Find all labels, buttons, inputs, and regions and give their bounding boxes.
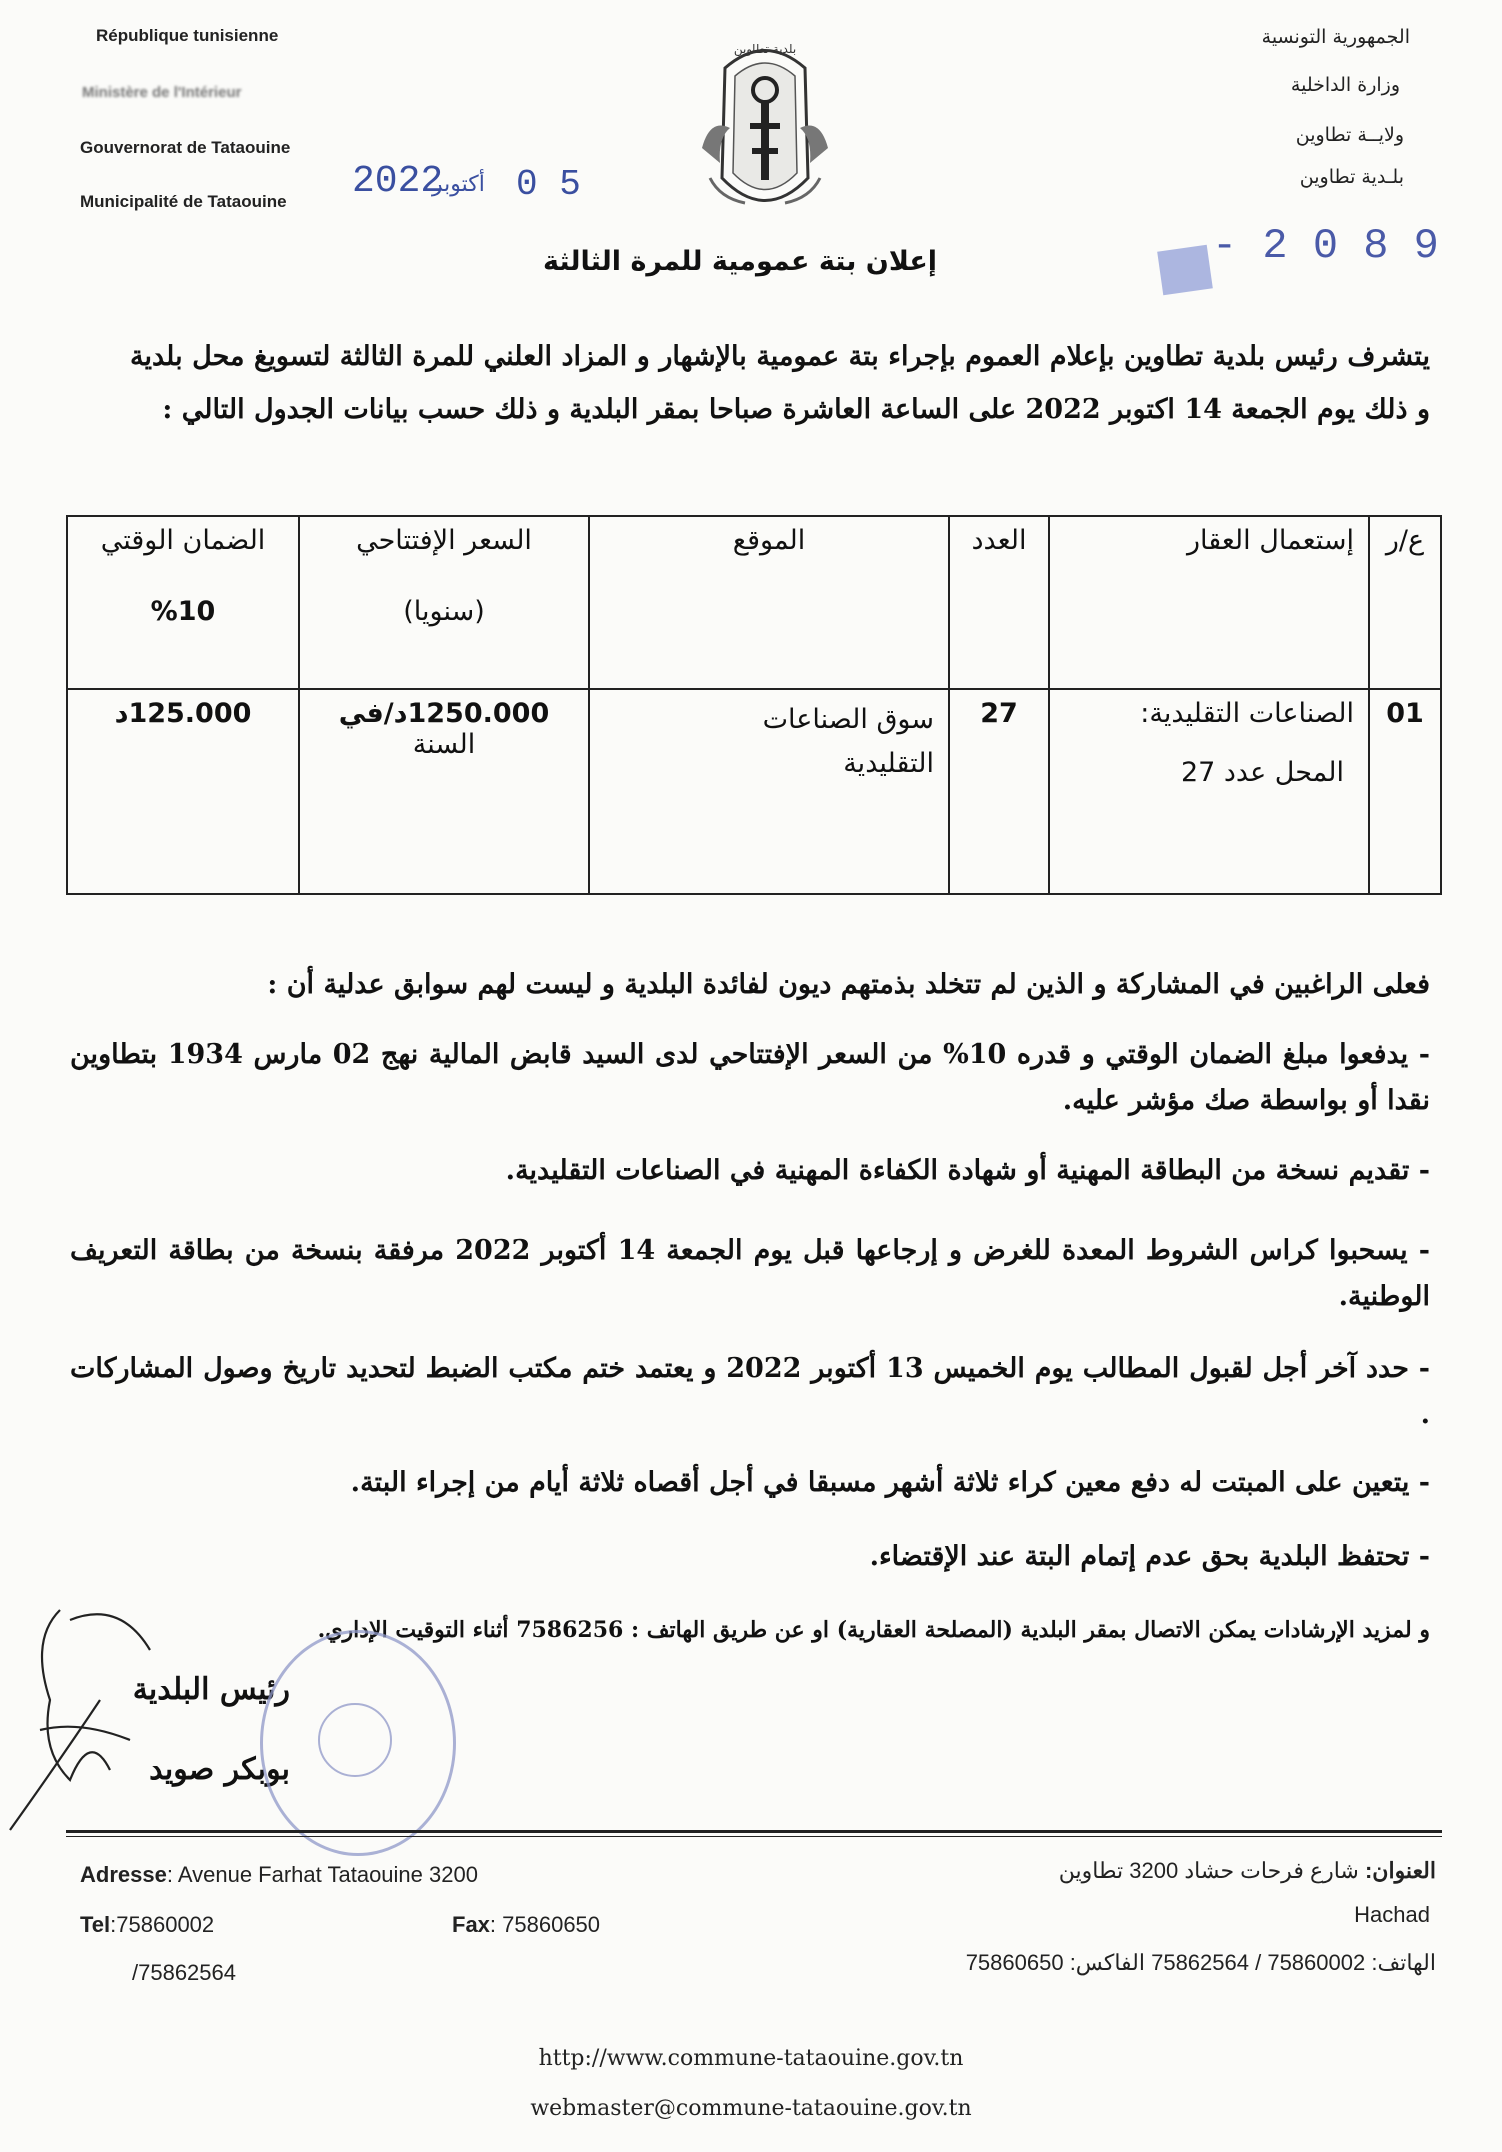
date-stamp-month: أكتوبر xyxy=(432,172,485,197)
footer-address-label: Adresse xyxy=(80,1862,167,1887)
footer-ar-address-label: العنوان: xyxy=(1364,1858,1436,1883)
footer-fax-value: : 75860650 xyxy=(489,1912,601,1937)
footer-website-link[interactable]: http://www.commune-tataouine.gov.tn xyxy=(538,2046,964,2071)
contact-note: و لمزيد الإرشادات يمكن الاتصال بمقر البلدية (المصلحة العقارية) او عن طريق الهاتف : 7586256 أثناء التوقيت الإداري. xyxy=(317,1617,1430,1643)
footer-tel-label: Tel xyxy=(80,1912,111,1937)
th-guarantee-sub: %10 xyxy=(150,596,216,627)
footer-ar-phone: الهاتف: 75860002 / 75862564 الفاكس: 75860650 xyxy=(965,1950,1436,1975)
th-price-label: السعر الإفتتاحي xyxy=(356,525,532,556)
footer-ar-address-extra: Hachad xyxy=(1354,1902,1430,1927)
conditions-intro: فعلى الراغبين في المشاركة و الذين لم تتخلد بذمتهم ديون لفائدة البلدية و ليست لهم سوابق عدلية أن : xyxy=(267,969,1430,1000)
auction-table xyxy=(66,515,1442,895)
header-ar-governorate: ولايــة تطاوين xyxy=(1295,124,1404,146)
header-fr-governorate: Gouvernorat de Tataouine xyxy=(80,138,291,157)
th-location: الموقع xyxy=(589,516,949,689)
condition-item-6: - تحتفظ البلدية بحق عدم إتمام البتة عند الإقتضاء. xyxy=(869,1541,1430,1572)
header-fr-ministry: Ministère de l'Intérieur xyxy=(82,84,242,101)
registration-stamp-mark xyxy=(1157,245,1213,296)
footer-divider xyxy=(66,1830,1442,1833)
condition-item-5: - يتعين على المبتت له دفع معين كراء ثلاثة أشهر مسبقا في أجل أقصاه ثلاثة أيام من إجراء البتة. xyxy=(350,1467,1430,1498)
seal-inner-emblem xyxy=(318,1703,392,1777)
footer-ar-address-value: شارع فرحات حشاد 3200 تطاوين xyxy=(1058,1858,1359,1883)
footer-ar-address xyxy=(1059,1858,1436,1884)
td-usage xyxy=(1049,689,1369,894)
header-fr-municipality: Municipalité de Tataouine xyxy=(80,192,287,211)
th-price xyxy=(299,516,589,689)
registration-number: - 2 0 8 9 xyxy=(1212,222,1439,270)
td-price-line-1: 1250.000د/في xyxy=(338,698,550,729)
signature-title: رئيس البلدية xyxy=(132,1672,290,1707)
header-fr-republic: République tunisienne xyxy=(96,26,279,45)
intro-paragraph: يتشرف رئيس بلدية تطاوين بإعلام العموم بإجراء بتة عمومية بالإشهار و المزاد العلني للمرة الثالثة لتسويغ محل بلدية و ذلك يوم الجمعة 14 اكتوبر 2022 على الساعة العاشرة صباحا بمقر البلدية و ذلك حسب بيانات الجدول التالي : xyxy=(130,341,1430,425)
official-seal xyxy=(260,1630,456,1856)
td-num: 01 xyxy=(1369,689,1441,894)
footer-email-link[interactable]: webmaster@commune-tataouine.gov.tn xyxy=(530,2096,972,2121)
footer-divider-thin xyxy=(66,1836,1442,1837)
handwritten-signature xyxy=(0,1580,200,1840)
condition-item-3: - يسحبوا كراس الشروط المعدة للغرض و إرجاعها قبل يوم الجمعة 14 أكتوبر 2022 مرفقة بنسخة من بطاقة التعريف الوطنية. xyxy=(70,1235,1430,1312)
th-guarantee xyxy=(67,516,299,689)
municipality-logo xyxy=(690,28,840,228)
footer-tel xyxy=(80,1912,214,1938)
date-stamp-day: 0 5 xyxy=(516,164,581,205)
td-usage-line-2: المحل عدد 27 xyxy=(1180,757,1344,788)
header-ar-republic: الجمهورية التونسية xyxy=(1261,26,1410,48)
condition-item-1: - يدفعوا مبلغ الضمان الوقتي و قدره 10% من السعر الإفتتاحي لدى السيد قابض المالية نهج 02 مارس 1934 بتطاوين نقدا أو بواسطة صك مؤشر عليه. xyxy=(70,1039,1430,1116)
table-header-row xyxy=(67,516,1441,689)
th-num: ع/ر xyxy=(1369,516,1441,689)
footer-tel-value: :75860002 xyxy=(110,1912,215,1937)
td-location: سوق الصناعات التقليدية xyxy=(589,689,949,894)
footer-fax-label: Fax xyxy=(452,1912,490,1937)
footer-address-value: : Avenue Farhat Tataouine 3200 xyxy=(166,1862,478,1887)
td-price-line-2: السنة xyxy=(412,729,476,760)
table-row xyxy=(67,689,1441,894)
td-price xyxy=(299,689,589,894)
header-ar-ministry: وزارة الداخلية xyxy=(1290,74,1400,96)
th-price-sub: (سنويا) xyxy=(403,596,485,627)
date-stamp-year: 2022 xyxy=(352,160,444,203)
condition-item-2: - تقديم نسخة من البطاقة المهنية أو شهادة الكفاءة المهنية في الصناعات التقليدية. xyxy=(505,1155,1430,1186)
logo-text: بلدية تطاوين xyxy=(733,42,797,56)
th-usage: إستعمال العقار xyxy=(1049,516,1369,689)
page-title: إعلان بتة عمومية للمرة الثالثة xyxy=(542,246,938,277)
signature-name: بوبكر صويد xyxy=(149,1752,290,1787)
footer-address xyxy=(80,1862,478,1888)
footer-tel-2: /75862564 xyxy=(132,1960,236,1985)
td-count: 27 xyxy=(949,689,1049,894)
td-usage-line-1: الصناعات التقليدية: xyxy=(1140,698,1354,729)
td-guarantee: 125.000د xyxy=(67,689,299,894)
header-ar-municipality: بلـدية تطاوين xyxy=(1299,166,1404,188)
condition-item-4: - حدد آخر أجل لقبول المطالب يوم الخميس 13 أكتوبر 2022 و يعتمد ختم مكتب الضبط لتحديد تاريخ وصول المشاركات . xyxy=(70,1353,1430,1430)
th-guarantee-label: الضمان الوقتي xyxy=(100,525,266,556)
th-count: العدد xyxy=(949,516,1049,689)
footer-fax xyxy=(452,1912,600,1938)
